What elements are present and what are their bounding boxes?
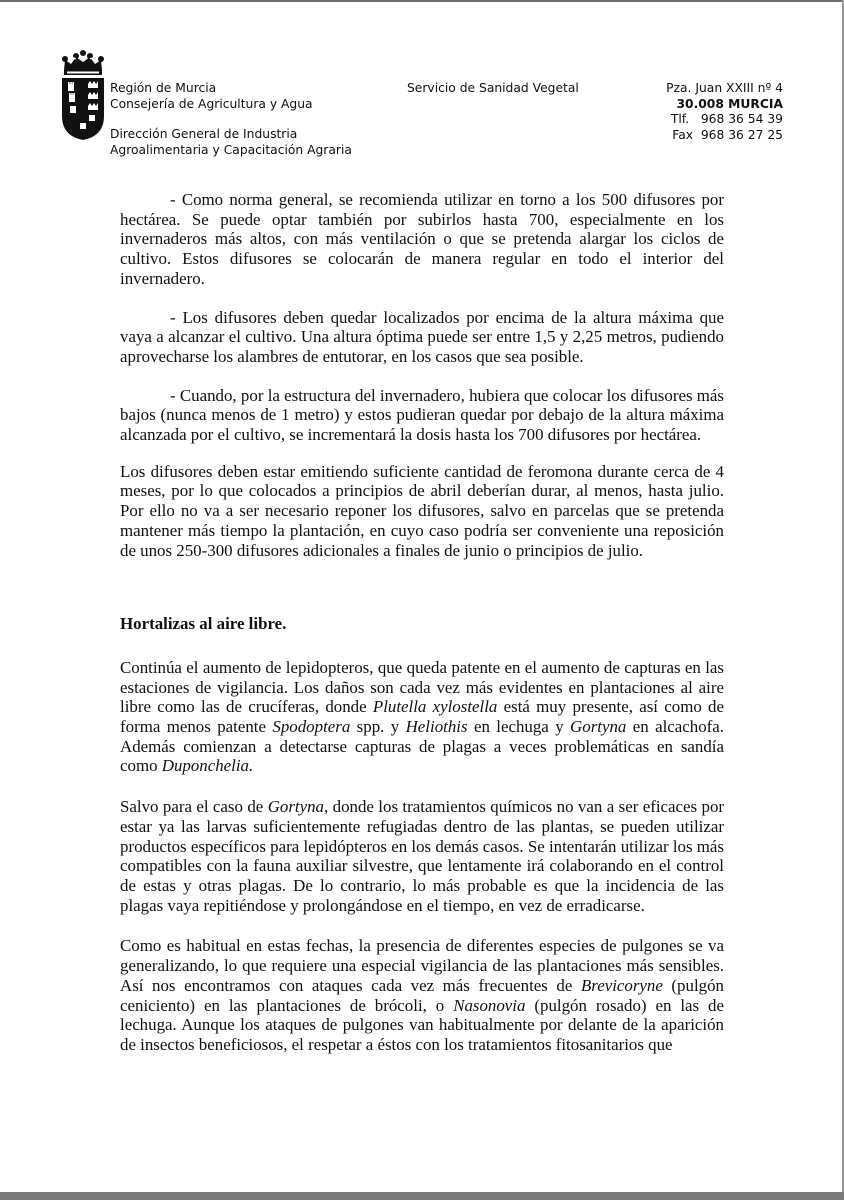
region-murcia-crest-icon bbox=[58, 50, 108, 140]
document-body bbox=[120, 190, 724, 1055]
dept-line-agroalimentaria: Agroalimentaria y Capacitación Agraria bbox=[110, 142, 352, 157]
city-line: 30.008 MURCIA bbox=[676, 96, 783, 111]
paragraph-pulgones: Como es habitual en estas fechas, la presencia de diferentes especies de pulgones se va generalizando, lo que requiere una especial vigilancia de las plantaciones más sensibles. Así nos encontramos con ataques cada vez más frecuentes de Brevicoryne (pulgón ceniciento) en las plantaciones de brócoli, o Nasonovia (pulgón rosado) en las de lechuga. Aunque los ataques de pulgones van habitualmente por delante de la aparición de insectos beneficiosos, el respetar a éstos con los tratamientos fitosanitarios que bbox=[120, 936, 724, 1054]
service-name: Servicio de Sanidad Vegetal bbox=[407, 81, 579, 95]
address-line: Pza. Juan XXIII nº 4 bbox=[666, 81, 783, 95]
section-heading-hortalizas: Hortalizas al aire libre. bbox=[120, 614, 287, 634]
org-line-region: Región de Murcia bbox=[110, 81, 217, 95]
paragraph-difusores-norma: - Como norma general, se recomienda utilizar en torno a los 500 difusores por hectárea. Se puede optar también por subirlos hasta 700, especialmente en los invernaderos más altos, con más ventilación o que se pretenda alargar los ciclos de cultivo. Estos difusores se colocarán de manera regular en todo el interior del invernadero. bbox=[120, 190, 724, 288]
page-top-edge bbox=[0, 0, 844, 2]
dept-line-direccion: Dirección General de Industria bbox=[110, 127, 298, 142]
header-contact bbox=[600, 81, 783, 143]
phone-line: Tlf. 968 36 54 39 bbox=[670, 112, 783, 127]
header-service bbox=[407, 81, 579, 97]
paragraph-difusores-altura: - Los difusores deben quedar localizados por encima de la altura máxima que vaya a alcanzar el cultivo. Una altura óptima puede ser entre 1,5 y 2,25 metros, pudiendo aprovecharse los alambres de entutorar, en los casos que sea posible. bbox=[120, 307, 724, 366]
page-bottom-edge bbox=[0, 1192, 844, 1200]
fax-line: Fax 968 36 27 25 bbox=[672, 127, 783, 142]
paragraph-difusores-bajos: - Cuando, por la estructura del invernadero, hubiera que colocar los difusores más bajos (nunca menos de 1 metro) y estos pudieran quedar por debajo de la altura máxima alcanzada por el cultivo, se incrementará la dosis hasta los 700 difusores por hectárea. bbox=[120, 385, 724, 445]
org-line-consejeria: Consejería de Agricultura y Agua bbox=[110, 96, 313, 111]
paragraph-difusores-duracion: Los difusores deben estar emitiendo suficiente cantidad de feromona durante cerca de 4 meses, por lo que colocados a principios de abril deberían durar, al menos, hasta julio. Por ello no va a ser necesario reponer los difusores, salvo en parcelas que se pretenda mantener más tiempo la plantación, en cuyo caso podría ser conveniente una reposición de unos 250-300 difusores adicionales a finales de junio o principios de julio. bbox=[120, 461, 724, 560]
paragraph-gortyna-tratamientos: Salvo para el caso de Gortyna, donde los tratamientos químicos no van a ser eficaces por estar ya las larvas suficientemente refugiadas dentro de las plantas, se pueden utilizar productos específicos para lepidópteros en los demás casos. Se intentarán utilizar los más compatibles con la fauna auxiliar silvestre, que lentamente irá colaborando en el control de estas y otras plagas. De lo contrario, lo más probable es que la incidencia de las plagas vaya repitiéndose y prolongándose en el tiempo, en vez de erradicarse. bbox=[120, 797, 725, 915]
paragraph-lepidopteros: Continúa el aumento de lepidopteros, que queda patente en el aumento de capturas en las estaciones de vigilancia. Los daños son cada vez más evidentes en plantaciones al aire libre como las de crucíferas, donde Plutella xylostella está muy presente, así como de forma menos patente Spodoptera spp. y Heliothis en lechuga y Gortyna en alcachofa. Además comienzan a detectarse capturas de plagas a veces problemáticas en sandía como Duponchelia. bbox=[120, 657, 724, 776]
header-organization bbox=[110, 81, 352, 158]
